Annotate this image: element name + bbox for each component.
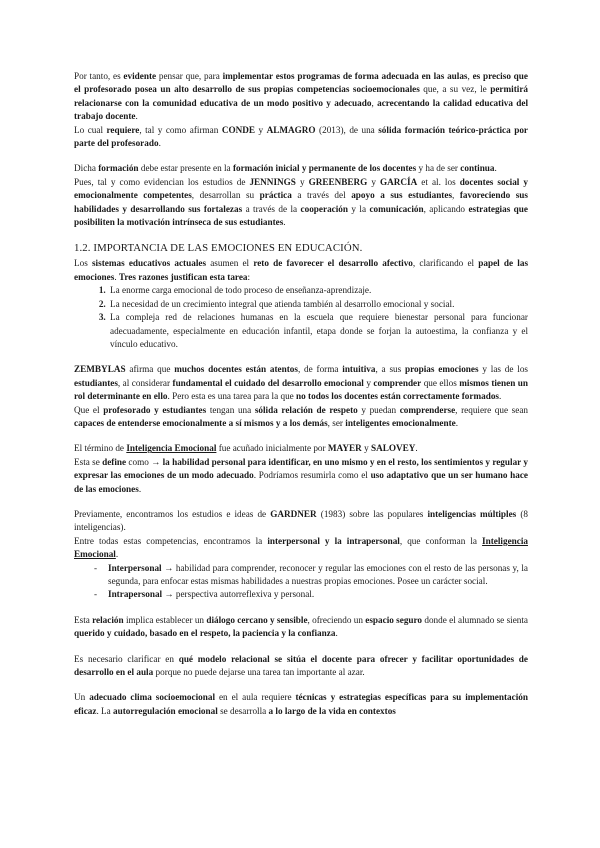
paragraph-sistemas-educativos: Los sistemas educativos actuales asumen el reto de favorecer el desarrollo afectivo, clarificando el papel de las emociones. Tres razones justifican esta tarea: [74,258,529,282]
paragraph-clima: Un adecuado clima socioemocional en el aula requiere técnicas y estrategias específicas para su implementación eficaz. La autorregulación emocional se desarrolla a lo largo de la vida en contextos [74,692,528,716]
paragraph-jennings: Pues, tal y como evidencian los estudios de JENNINGS y GREENBERG y GARCÍA et al. los docentes social y emocionalmente competentes, desarrollan su práctica a través del apoyo a sus estudiantes, favoreciendo sus habilidades y desarrollando sus fortalezas a través de la cooperación y la comunicación, aplicando estrategias que posibiliten la motivación intrínseca de sus estudiantes. [74,176,528,228]
paragraph-competencias: Entre todas estas competencias, encontramos la interpersonal y la intrapersonal, que conforman la Inteligencia Emocional. [74,535,528,560]
intelligences-list [74,562,528,602]
section-heading: 1.2. IMPORTANCIA DE LAS EMOCIONES EN EDUCACIÓN. [74,242,363,255]
paragraph-termino-ie: El término de Inteligencia Emocional fue acuñado inicialmente por MAYER y SALOVEY. [74,443,418,454]
paragraph-conde-almagro: Lo cual requiere, tal y como afirman CONDE y ALMAGRO (2013), de una sólida formación teórico-práctica por parte del profesorado. [74,124,528,149]
paragraph-zembylas: ZEMBYLAS afirma que muchos docentes están atentos, de forma intuitiva, a sus propias emociones y las de los estudiantes, al considerar fundamental el cuidado del desarrollo emocional y comprender que ellos mismos tienen un rol determinante en ello. Pero esta es una tarea para la que no todos los docentes están correctamente formados. [74,364,528,402]
list-item: - Interpersonal → habilidad para comprender, reconocer y regular las emociones con el resto de las personas y, la segunda, para enfocar estas mismas habilidades a nuestras propias emociones. Posee un carácter social. [108,562,528,589]
paragraph-relacion: Esta relación implica establecer un diálogo cercano y sensible, ofreciendo un espacio seguro donde el alumnado se sienta querido y cuidado, basado en el respeto, la paciencia y la confianza. [74,614,528,639]
paragraph-definicion: Esta se define como → la habilidad personal para identificar, en uno mismo y en el resto, los sentimientos y regular y expresar las emociones de un modo adecuado. Podríamos resumirla como el uso adaptativo que un ser humano hace de las emociones. [74,456,529,494]
paragraph-implementacion: Por tanto, es evidente pensar que, para implementar estos programas de forma adecuada en las aulas, es preciso que el profesorado posea un alto desarrollo de sus propias competencias socioemocionales que, a su vez, le permitirá relacionarse con la comunidad educativa de un modo positivo y adecuado, acrecentando la calidad educativa del trabajo docente. [74,71,529,122]
paragraph-profesorado: Que el profesorado y estudiantes tengan una sólida relación de respeto y puedan comprenderse, requiere que sean capaces de entenderse emocionalmente a sí mismos y a los demás, ser inteligentes emocionalmente. [74,404,529,428]
reasons-list [74,284,528,351]
list-item: - Intrapersonal → perspectiva autorreflexiva y personal. [108,588,528,601]
list-item: 2. La necesidad de un crecimiento integral que atienda también al desarrollo emocional y social. [108,298,528,311]
paragraph-modelo-relacional: Es necesario clarificar en qué modelo relacional se sitúa el docente para ofrecer y facilitar oportunidades de desarrollo en el aula porque no puede dejarse una tarea tan importante al azar. [74,653,528,678]
paragraph-gardner: Previamente, encontramos los estudios e ideas de GARDNER (1983) sobre las populares inteligencias múltiples (8 inteligencias). [74,508,529,533]
paragraph-formacion: Dicha formación debe estar presente en la formación inicial y permanente de los docentes y ha de ser continua. [74,163,497,174]
list-item: 3. La compleja red de relaciones humanas en la escuela que requiere bienestar personal para funcionar adecuadamente, especialmente en educación infantil, etapa donde se forjan la autoestima, la confianza y el vínculo educativo. [108,311,528,351]
list-item: 1. La enorme carga emocional de todo proceso de enseñanza-aprendizaje. [108,284,528,297]
